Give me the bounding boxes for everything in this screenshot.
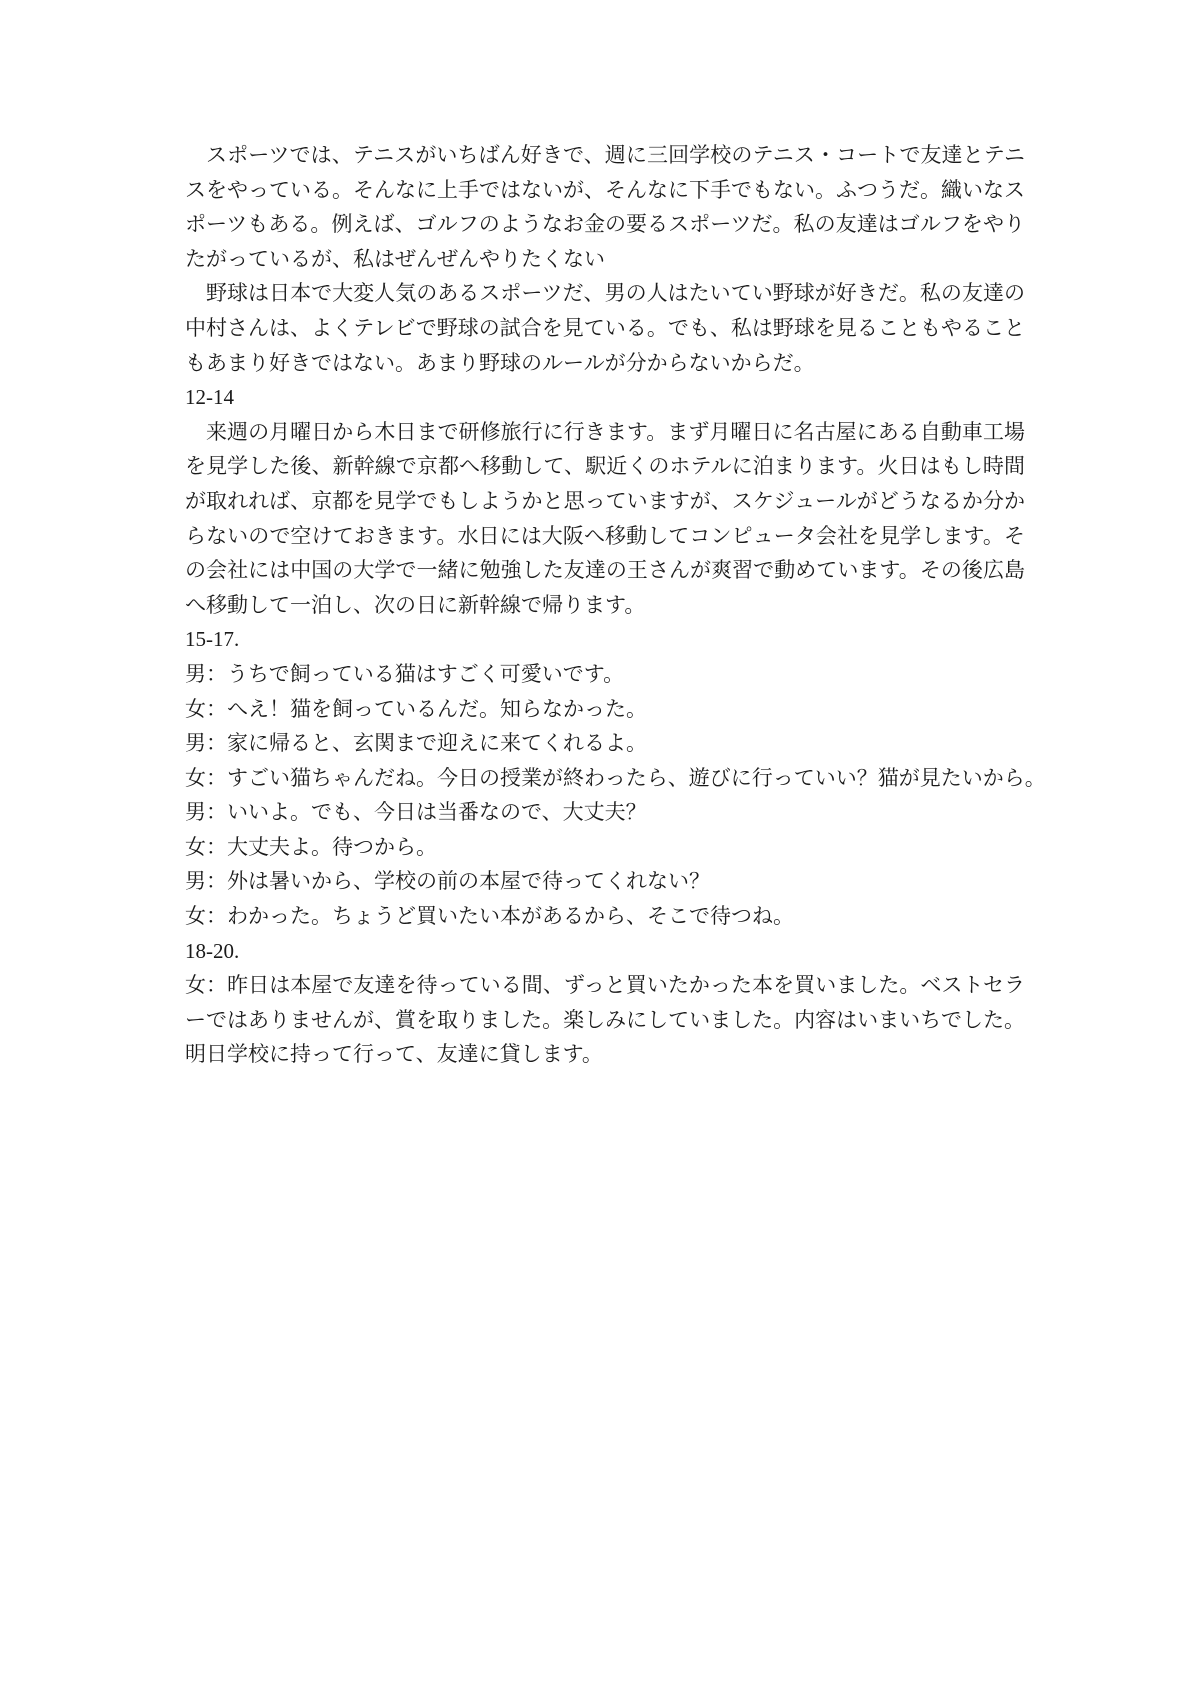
dialogue-line: 女：大丈夫よ。待つから。 (185, 834, 437, 859)
dialogue-line: 男：いいよ。でも、今日は当番なので、大丈夫？ (185, 800, 647, 825)
dialogue-line: 女：すごい猫ちゃんだね。今日の授業が終わったら、遊びに行っていい？猫が見たいから。 (185, 765, 1046, 790)
sports-paragraph-2: 野球は日本で大変人気のあるスポーツだ、男の人はたいてい野球が好きだ。私の友達の中村さんは、よくテレビで野球の試合を見ている。でも、私は野球を見ることもやることもあまり好きではない。あまり野球のルールが分からないからだ。 (185, 281, 1025, 375)
dialogue-line: 男：外は暑いから、学校の前の本屋で待ってくれない？ (185, 869, 710, 894)
dialogue-line: 女：へえ！猫を飼っているんだ。知らなかった。 (185, 696, 647, 721)
section-label-18-20: 18-20. (185, 938, 240, 963)
dialogue-line: 男：うちで飼っている猫はすごく可愛いです。 (185, 661, 625, 686)
dialogue-line: 男：家に帰ると、玄関まで迎えに来てくれるよ。 (185, 731, 647, 756)
sports-paragraph-1: スポーツでは、テニスがいちばん好きで、週に三回学校のテニス・コートで友達とテニスをやっている。そんなに上手ではないが、そんなに下手でもない。ふつうだ。織いなスポーツもある。例えば、ゴルフのようなお金の要るスポーツだ。私の友達はゴルフをやりたがっているが、私はぜんぜんやりたくない (185, 143, 1025, 271)
document-page (185, 138, 1046, 1072)
section-label-12-14: 12-14 (185, 385, 234, 410)
trip-paragraph: 来週の月曜日から木日まで研修旅行に行きます。まず月曜日に名古屋にある自動車工場を見学した後、新幹線で京都へ移動して、駅近くのホテルに泊まります。火日はもし時間が取れれば、京都を見学でもしようかと思っていますが、スケジュールがどうなるか分からないので空けておきます。水日には大阪へ移動してコンピュータ会社を見学します。その会社には中国の大学で一緒に勉強した友達の王さんが爽習で動めています。その後広島へ移動して一泊し、次の日に新幹線で帰ります。 (185, 419, 1025, 617)
section-label-15-17: 15-17. (185, 627, 240, 652)
dialogue-line: 女：わかった。ちょうど買いたい本があるから、そこで待つね。 (185, 904, 794, 929)
monologue-paragraph: 女：昨日は本屋で友達を待っている間、ずっと買いたかった本を買いました。ベストセラーではありませんが、賞を取りました。楽しみにしていました。内容はいまいちでした。明日学校に持って行って、友達に貸します。 (185, 973, 1025, 1067)
